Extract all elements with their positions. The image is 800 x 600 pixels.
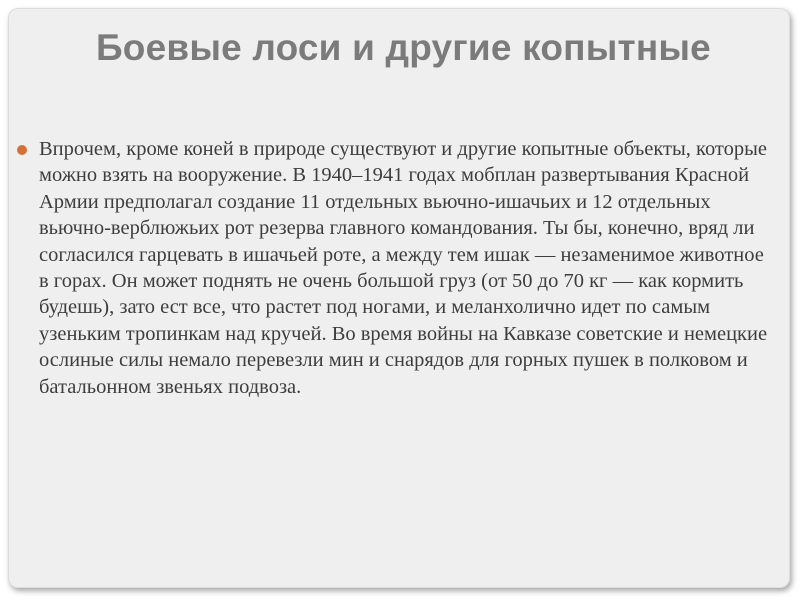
bullet-icon xyxy=(17,145,27,155)
content-panel xyxy=(8,8,790,588)
body-paragraph: Впрочем, кроме коней в природе существуют и другие копытные объекты, которые можно взять на вооружение. В 1940–1941 годах мобплан развертывания Красной Армии предполагал создание 11 отдельных вьючно-ишачьих и 12 отдельных вьючно-верблюжьих рот резерва главного командования. Ты бы, конечно, вряд ли согласился гарцевать в ишачьей роте, а между тем ишак — незаменимое животное в горах. Он может поднять не очень большой груз (от 50 до 70 кг — как кормить будешь), зато ест все, что растет под ногами, и меланхолично идет по самым узеньким тропинкам над кручей. Во время войны на Кавказе советские и немецкие ослиные силы немало перевезли мин и снарядов для горных пушек в полковом и батальонном звеньях подвоза. xyxy=(39,138,768,398)
slide-title: Боевые лоси и другие копытные xyxy=(96,27,711,68)
